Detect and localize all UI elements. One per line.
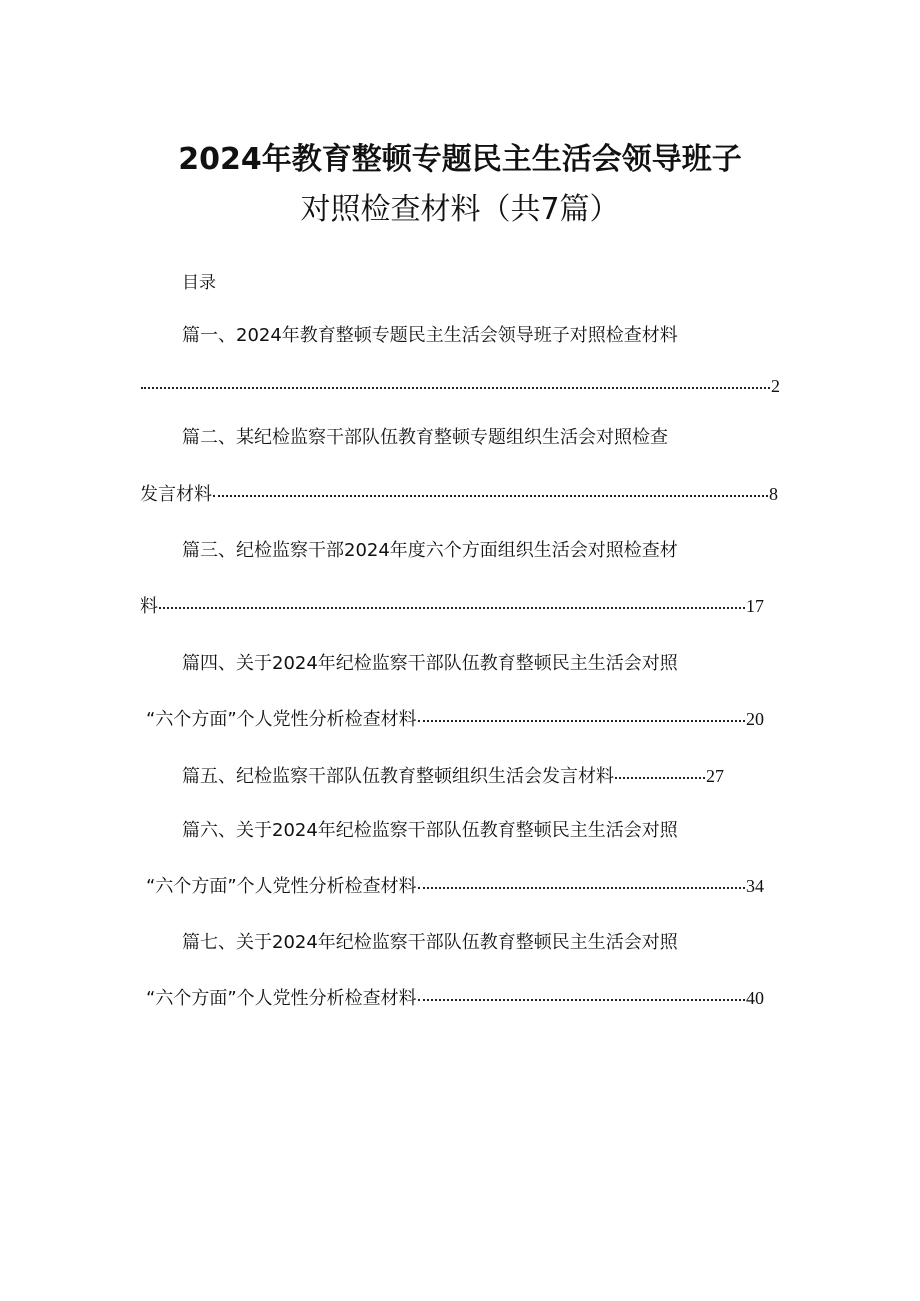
toc-entry-7-title-continued: “六个方面”个人党性分析检查材料: [146, 988, 417, 1009]
toc-entry-1-leader-row[interactable]: [140, 373, 780, 399]
toc-entry-2-page-number: 8: [769, 484, 778, 504]
toc-entry-6-title[interactable]: 篇六、关于2024年纪检监察干部队伍教育整顿民主生活会对照: [182, 820, 678, 841]
dot-leader: [213, 482, 768, 500]
toc-entry-7-leader-row[interactable]: [146, 985, 764, 1012]
toc-entry-3-leader-row[interactable]: [140, 593, 764, 620]
dot-leader: [141, 374, 770, 392]
dot-leader: [418, 874, 745, 892]
toc-entry-4-title[interactable]: 篇四、关于2024年纪检监察干部队伍教育整顿民主生活会对照: [182, 653, 678, 674]
toc-entry-4-leader-row[interactable]: [146, 706, 764, 733]
toc-entry-6-page-number: 34: [746, 876, 764, 896]
dot-leader: [159, 594, 745, 612]
toc-entry-7-page-number: 40: [746, 988, 764, 1008]
toc-entry-3-page-number: 17: [746, 596, 764, 616]
toc-entry-3-title-continued: 料: [140, 596, 158, 617]
toc-entry-5-page-number: 27: [706, 766, 724, 786]
toc-entry-3-title[interactable]: 篇三、纪检监察干部2024年度六个方面组织生活会对照检查材: [182, 540, 678, 561]
toc-entry-1-title[interactable]: 篇一、2024年教育整顿专题民主生活会领导班子对照检查材料: [182, 325, 678, 346]
toc-entry-2-title-continued: 发言材料: [140, 484, 212, 505]
dot-leader: [615, 764, 705, 782]
toc-entry-5-title: 篇五、纪检监察干部队伍教育整顿组织生活会发言材料: [182, 766, 614, 787]
toc-entry-4-title-continued: “六个方面”个人党性分析检查材料: [146, 709, 417, 730]
document-title-line-1: 2024年教育整顿专题民主生活会领导班子: [178, 142, 742, 177]
toc-entry-4-page-number: 20: [746, 709, 764, 729]
toc-entry-6-leader-row[interactable]: [146, 873, 764, 900]
dot-leader: [418, 986, 745, 1004]
dot-leader: [418, 707, 745, 725]
toc-entry-7-title[interactable]: 篇七、关于2024年纪检监察干部队伍教育整顿民主生活会对照: [182, 932, 678, 953]
toc-entry-5-leader-row[interactable]: [182, 763, 724, 790]
toc-heading: 目录: [182, 273, 216, 293]
toc-entry-2-leader-row[interactable]: [140, 481, 778, 508]
toc-entry-6-title-continued: “六个方面”个人党性分析检查材料: [146, 876, 417, 897]
toc-entry-1-page-number: 2: [771, 376, 780, 396]
document-title-line-2: 对照检查材料（共7篇）: [300, 192, 620, 227]
toc-entry-2-title[interactable]: 篇二、某纪检监察干部队伍教育整顿专题组织生活会对照检查: [182, 427, 668, 448]
